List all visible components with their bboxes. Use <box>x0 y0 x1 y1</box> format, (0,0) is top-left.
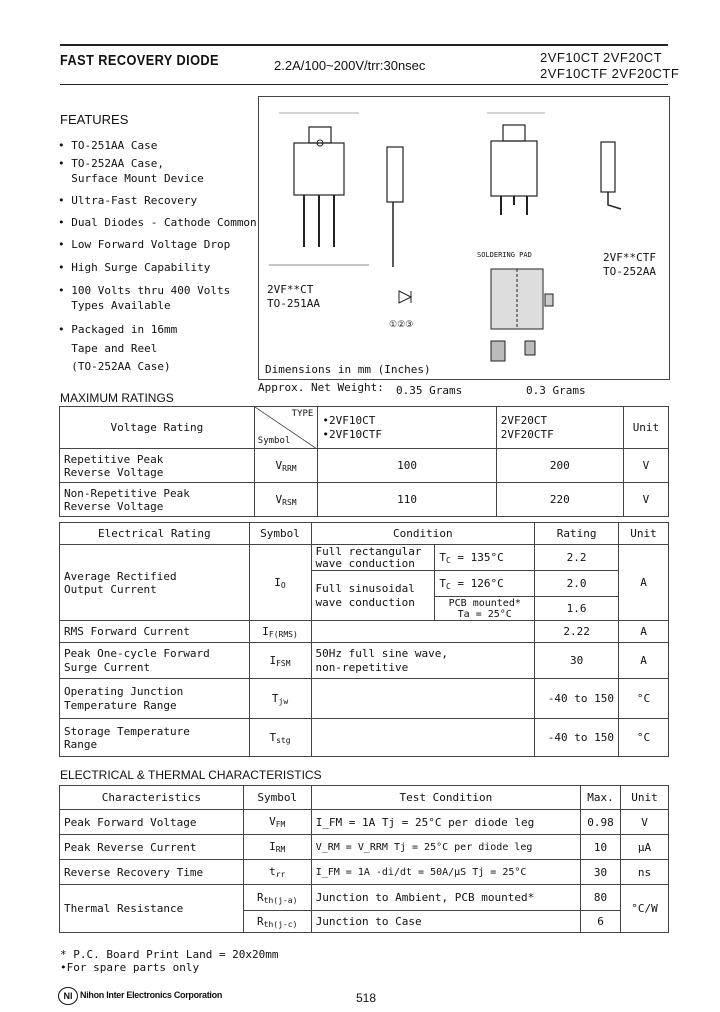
vrsm-symbol: $V_{RSM}$ <box>254 483 318 517</box>
package-drawing <box>258 96 670 380</box>
part-numbers-line2: 2VF10CTF 2VF20CTF <box>540 66 680 81</box>
vrrm-value-1: 100 <box>318 449 496 483</box>
rth-ja-symbol: $R_{th(j-a)}$ <box>243 885 311 911</box>
avg-rating-1: 2.2 <box>535 545 619 571</box>
table-row <box>60 483 669 517</box>
avg-current-symbol: $I_O$ <box>249 545 311 621</box>
et-condition-header: Test Condition <box>311 786 580 810</box>
net-weight-value-2: 0.3 Grams <box>526 384 586 397</box>
company-name: Nihon Inter Electronics Corporation <box>80 990 223 1000</box>
avg-cond-2: Full sinusoidal wave conduction <box>311 571 435 621</box>
irm-max: 10 <box>581 835 621 860</box>
elec-rating-col-header: Rating <box>535 523 619 545</box>
elec-thermal-table <box>59 785 669 933</box>
vfm-max: 0.98 <box>581 810 621 835</box>
soldering-pad-label: SOLDERING PAD <box>477 251 532 259</box>
tstg-unit: °C <box>619 719 669 757</box>
avg-temp-3: PCB mounted* Ta = 25°C <box>435 597 535 621</box>
package-outline-drawing <box>259 97 669 379</box>
note-pcb: * P.C. Board Print Land = 20x20mm <box>60 948 279 961</box>
table-row <box>60 679 669 719</box>
trr-unit: ns <box>621 860 669 885</box>
surge-condition: 50Hz full sine wave, non-repetitive <box>311 643 535 679</box>
vrsm-unit: V <box>623 483 668 517</box>
trr-symbol: $t_{rr}$ <box>243 860 311 885</box>
electrical-rating-table <box>59 522 669 757</box>
irm-condition: V_RM = V_RRM Tj = 25°C per diode leg <box>311 835 580 860</box>
irm-symbol: $I_{RM}$ <box>243 835 311 860</box>
feature-item: • Packaged in 16mm <box>58 323 178 336</box>
feature-item: • 100 Volts thru 400 Volts <box>58 284 231 297</box>
vrrm-unit: V <box>623 449 668 483</box>
surge-symbol: $I_{FSM}$ <box>249 643 311 679</box>
trr-condition: I_FM = 1A -di/dt = 50A/μS Tj = 25°C <box>311 860 580 885</box>
header-rule <box>60 84 668 85</box>
feature-item: Surface Mount Device <box>71 172 204 185</box>
avg-current-unit: A <box>619 545 669 621</box>
table-row <box>60 810 669 835</box>
table-row <box>60 407 669 449</box>
pkg2-label: 2VF**CTF TO-252AA <box>603 251 656 278</box>
rms-rating: 2.22 <box>535 621 619 643</box>
tjw-unit: °C <box>619 679 669 719</box>
net-weight-value-1: 0.35 Grams <box>396 384 463 397</box>
part-numbers-line1: 2VF10CT 2VF20CT <box>540 50 663 65</box>
table-row <box>60 885 669 911</box>
document-title: FAST RECOVERY DIODE <box>60 52 219 69</box>
vfm-name: Peak Forward Voltage <box>60 810 244 835</box>
table-row <box>60 643 669 679</box>
avg-rating-3: 1.6 <box>535 597 619 621</box>
trr-max: 30 <box>581 860 621 885</box>
max-ratings-heading: MAXIMUM RATINGS <box>60 391 174 405</box>
rms-symbol: $I_{F(RMS)}$ <box>249 621 311 643</box>
et-unit-header: Unit <box>621 786 669 810</box>
feature-item: • TO-252AA Case, <box>58 157 164 170</box>
surge-rating: 30 <box>535 643 619 679</box>
table-row <box>60 786 669 810</box>
vfm-condition: I_FM = 1A Tj = 25°C per diode leg <box>311 810 580 835</box>
dimensions-note: Dimensions in mm (Inches) <box>265 363 431 376</box>
unit-header: Unit <box>623 407 668 449</box>
svg-text:①②③: ①②③ <box>389 320 414 330</box>
feature-item: • Low Forward Voltage Drop <box>58 238 231 251</box>
feature-item: • Dual Diodes - Cathode Common <box>58 216 257 229</box>
tjw-name: Operating Junction Temperature Range <box>60 679 250 719</box>
vrsm-name: Non-Repetitive Peak Reverse Voltage <box>60 483 255 517</box>
pkg1-label: 2VF**CT TO-251AA <box>267 283 320 310</box>
et-max-header: Max. <box>581 786 621 810</box>
rth-jc-symbol: $R_{th(j-c)}$ <box>243 911 311 933</box>
vfm-unit: V <box>621 810 669 835</box>
rth-jc-condition: Junction to Case <box>311 911 580 933</box>
elec-unit-header: Unit <box>619 523 669 545</box>
note-spare-parts: •For spare parts only <box>60 961 200 974</box>
trr-name: Reverse Recovery Time <box>60 860 244 885</box>
net-weight-label: Approx. Net Weight: <box>258 381 384 394</box>
table-row <box>60 719 669 757</box>
table-row <box>60 621 669 643</box>
elec-thermal-heading: ELECTRICAL & THERMAL CHARACTERISTICS <box>60 768 322 782</box>
table-row <box>60 449 669 483</box>
feature-item: Tape and Reel <box>71 342 158 355</box>
tjw-rating: -40 to 150 <box>535 679 619 719</box>
tstg-name: Storage Temperature Range <box>60 719 250 757</box>
spec-summary: 2.2A/100~200V/trr:30nsec <box>274 58 426 73</box>
vrsm-value-2: 220 <box>496 483 623 517</box>
vrrm-name: Repetitive Peak Reverse Voltage <box>60 449 255 483</box>
feature-item: (TO-252AA Case) <box>71 360 171 373</box>
feature-item: Types Available <box>71 299 171 312</box>
max-ratings-table <box>59 406 669 517</box>
irm-name: Peak Reverse Current <box>60 835 244 860</box>
features-heading: FEATURES <box>60 112 129 127</box>
notes <box>60 948 279 974</box>
rms-name: RMS Forward Current <box>60 621 250 643</box>
elec-symbol-header: Symbol <box>249 523 311 545</box>
elec-condition-header: Condition <box>311 523 535 545</box>
avg-rating-2: 2.0 <box>535 571 619 597</box>
vrsm-value-1: 110 <box>318 483 496 517</box>
rth-jc-max: 6 <box>581 911 621 933</box>
table-row <box>60 860 669 885</box>
avg-current-name: Average Rectified Output Current <box>60 545 250 621</box>
type-symbol-header: TYPE Symbol <box>254 407 318 449</box>
rth-ja-max: 80 <box>581 885 621 911</box>
feature-item: • Ultra-Fast Recovery <box>58 194 198 207</box>
rth-ja-condition: Junction to Ambient, PCB mounted* <box>311 885 580 911</box>
irm-unit: μA <box>621 835 669 860</box>
elec-rating-header: Electrical Rating <box>60 523 250 545</box>
tstg-symbol: $T_{stg}$ <box>249 719 311 757</box>
voltage-rating-header: Voltage Rating <box>60 407 255 449</box>
page-number: 518 <box>356 991 377 1005</box>
company-logo: NI <box>58 987 78 1005</box>
features-list <box>58 138 258 374</box>
type-col-2: 2VF20CT 2VF20CTF <box>496 407 623 449</box>
top-rule <box>60 44 668 46</box>
avg-temp-1: $T_C = 135^\circ C$ <box>435 545 535 571</box>
feature-item: • TO-251AA Case <box>58 139 158 152</box>
tjw-symbol: $T_{jw}$ <box>249 679 311 719</box>
vrrm-value-2: 200 <box>496 449 623 483</box>
vfm-symbol: $V_{FM}$ <box>243 810 311 835</box>
thermal-unit: °C/W <box>621 885 669 933</box>
feature-item: • High Surge Capability <box>58 261 211 274</box>
type-col-1: •2VF10CT •2VF10CTF <box>318 407 496 449</box>
tstg-rating: -40 to 150 <box>535 719 619 757</box>
vrrm-symbol: $V_{RRM}$ <box>254 449 318 483</box>
rms-unit: A <box>619 621 669 643</box>
table-row <box>60 835 669 860</box>
thermal-resistance-name: Thermal Resistance <box>60 885 244 933</box>
surge-name: Peak One-cycle Forward Surge Current <box>60 643 250 679</box>
surge-unit: A <box>619 643 669 679</box>
table-row <box>60 523 669 545</box>
avg-cond-1: Full rectangular wave conduction <box>311 545 435 571</box>
et-char-header: Characteristics <box>60 786 244 810</box>
et-symbol-header: Symbol <box>243 786 311 810</box>
avg-temp-2: $T_C = 126^\circ C$ <box>435 571 535 597</box>
table-row <box>60 545 669 571</box>
